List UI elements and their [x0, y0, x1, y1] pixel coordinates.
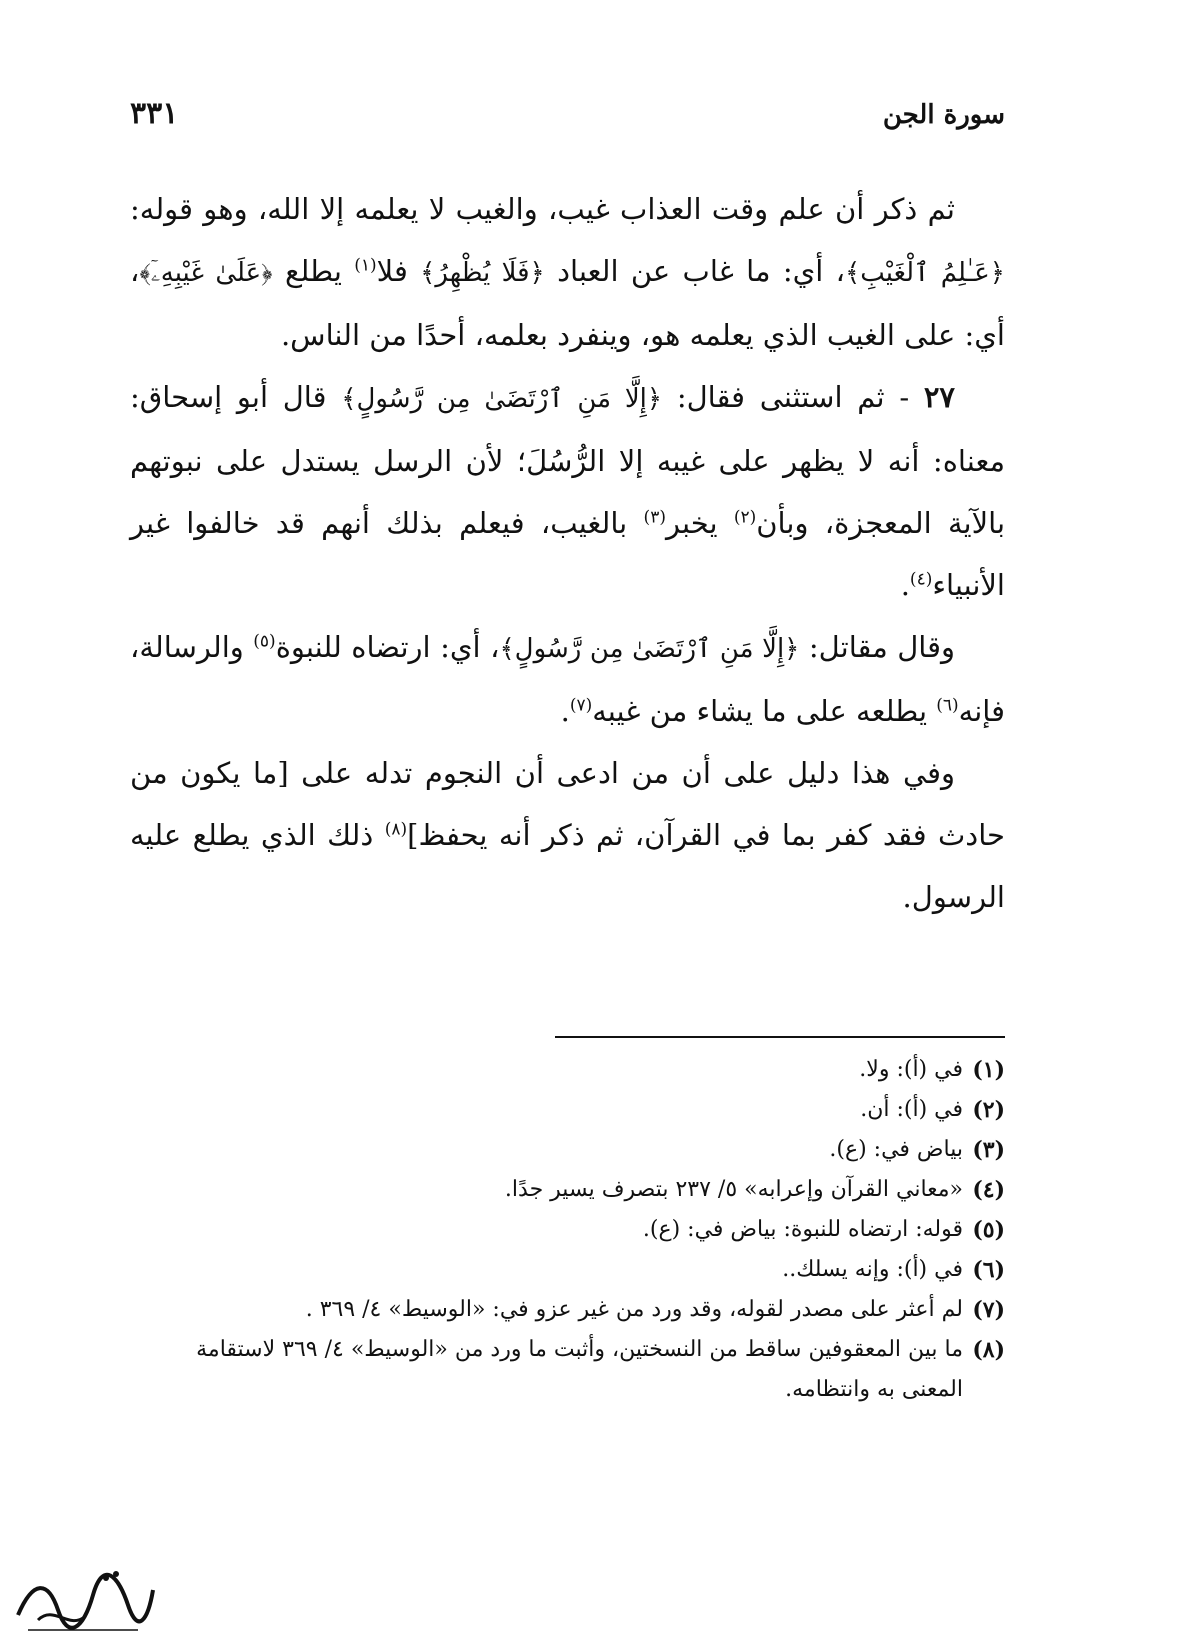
calligraphy-logo-icon [8, 1560, 158, 1636]
footnote-item [130, 1330, 1005, 1410]
text-segment: وقال مقاتل: [799, 630, 955, 664]
footnote-item [130, 1130, 1005, 1170]
paragraph-1 [130, 178, 1005, 366]
text-segment: فلا [376, 254, 421, 288]
text-segment: . [900, 568, 910, 602]
footnote-ref: (٦) [936, 695, 959, 716]
footnote-number: (٢) [972, 1097, 1005, 1123]
page-number: ٣٣١ [130, 96, 179, 131]
footnote-text: بياض في: (ع). [829, 1137, 963, 1162]
text-segment: ثم ذكر أن علم وقت العذاب غيب، والغيب لا يعلمه إلا الله، وهو قوله: [130, 192, 955, 226]
footnote-divider [555, 1036, 1005, 1038]
footnote-text: في (أ): وإنه يسلك.. [782, 1257, 963, 1282]
footnote-text: ما بين المعقوفين ساقط من النسختين، وأثبت ما ورد من «الوسيط» ٤/ ٣٦٩ لاستقامة المعنى به وانتظامه. [196, 1337, 963, 1402]
text-segment: قال أبو إسحاق: معناه: أنه لا يظهر على غيبه إلا الرُّسُلَ؛ لأن الرسل يستدل على نبوتهم بالآية المعجزة، وبأن [130, 380, 1006, 540]
paragraph-4 [130, 742, 1005, 928]
footnote-text: في (أ): أن. [860, 1097, 963, 1122]
footnote-ref: (١) [354, 255, 377, 276]
text-segment: . [560, 694, 570, 728]
footnote-item [130, 1090, 1005, 1130]
quran-quote: ﴿فَلَا يُظْهِرُ﴾ [420, 258, 545, 288]
footnote-item [130, 1250, 1005, 1290]
quran-quote: ﴿إِلَّا مَنِ ٱرْتَضَىٰ مِن رَّسُولٍ﴾ [499, 634, 800, 664]
text-segment: - ثم استثنى فقال: [662, 380, 924, 414]
text-segment: ذلك الذي يطلع عليه الرسول. [130, 818, 1005, 914]
publisher-logo [8, 1560, 158, 1636]
text-segment: ، أي: ارتضاه للنبوة [275, 630, 500, 664]
footnotes [130, 1050, 1005, 1410]
footnote-item [130, 1290, 1005, 1330]
main-text [130, 178, 1005, 928]
paragraph-2 [130, 366, 1005, 616]
paragraph-3 [130, 616, 1005, 742]
footnote-item [130, 1210, 1005, 1250]
footnote-text: لم أعثر على مصدر لقوله، وقد ورد من غير عزو في: «الوسيط» ٤/ ٣٦٩ . [305, 1297, 963, 1322]
footnote-ref: (٤) [909, 569, 933, 590]
text-segment: يطلعه على ما يشاء من غيبه [592, 694, 937, 728]
text-segment: يخبر [665, 506, 734, 540]
footnote-ref: (٥) [253, 631, 276, 652]
verse-number: ٢٧ [923, 380, 955, 414]
quran-quote: ﴿عَلَىٰ غَيْبِهِۦٓ﴾ [139, 258, 273, 288]
text-segment: بالغيب، فيعلم بذلك أنهم قد خالفوا غير الأنبياء [130, 506, 1005, 602]
footnote-number: (١) [972, 1057, 1005, 1083]
footnote-text: في (أ): ولا. [859, 1057, 963, 1082]
running-title: سورة الجن [882, 100, 1005, 130]
text-segment: ، أي: ما غاب عن العباد [544, 254, 846, 288]
quran-quote: ﴿إِلَّا مَنِ ٱرْتَضَىٰ مِن رَّسُولٍ﴾ [341, 384, 663, 414]
text-segment: ، أي: على الغيب الذي يعلمه هو، وينفرد بعلمه، أحدًا من الناس. [130, 254, 1005, 352]
footnote-text: قوله: ارتضاه للنبوة: بياض في: (ع). [642, 1217, 963, 1242]
footnote-ref: (٨) [384, 819, 408, 840]
footnote-number: (٧) [972, 1297, 1005, 1323]
text-segment: وفي هذا دليل على أن من ادعى أن النجوم تدله على [ما يكون من حادث فقد كفر بما في القرآن، ثم ذكر أنه يحفظ] [130, 756, 1005, 852]
page-header [130, 96, 1005, 136]
footnote-ref: (٧) [569, 695, 593, 716]
footnote-number: (٥) [972, 1217, 1005, 1243]
footnote-item [130, 1170, 1005, 1210]
footnote-ref: (٢) [733, 507, 757, 528]
quran-quote: ﴿عَـٰلِمُ ٱلْغَيْبِ﴾ [845, 258, 1005, 288]
footnote-number: (٨) [972, 1337, 1005, 1363]
text-segment: يطلع [272, 254, 355, 288]
footnote-item [130, 1050, 1005, 1090]
text-segment: والرسالة، فإنه [130, 630, 1005, 728]
footnote-number: (٣) [972, 1137, 1005, 1163]
footnote-text: «معاني القرآن وإعرابه» ٥/ ٢٣٧ بتصرف يسير جدًا. [504, 1177, 963, 1202]
footnote-number: (٤) [972, 1177, 1005, 1203]
footnote-ref: (٣) [643, 507, 666, 528]
footnote-number: (٦) [972, 1257, 1005, 1283]
